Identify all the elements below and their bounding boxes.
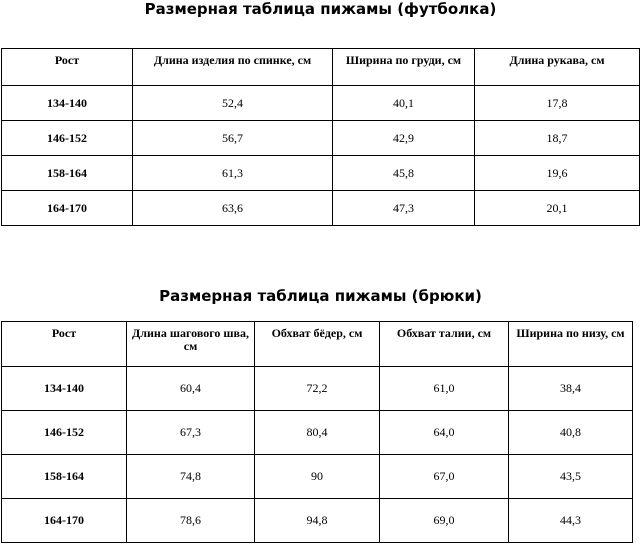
cell-value: 78,6 [127,499,255,543]
header-inseam-length: Длина шагового шва, см [127,322,255,367]
header-back-length: Длина изделия по спинке, см [133,49,333,86]
cell-value: 42,9 [333,121,475,156]
header-height: Рост [2,322,127,367]
table-row [2,156,640,191]
cell-value: 17,8 [475,86,640,121]
cell-value: 47,3 [333,191,475,226]
cell-value: 61,3 [133,156,333,191]
table-header-row [2,49,640,86]
cell-height: 158-164 [2,455,127,499]
cell-value: 18,7 [475,121,640,156]
cell-value: 60,4 [127,367,255,411]
table-header-row [2,322,633,367]
cell-value: 67,3 [127,411,255,455]
table-row [2,191,640,226]
cell-height: 158-164 [2,156,133,191]
cell-height: 164-170 [2,191,133,226]
cell-value: 80,4 [255,411,380,455]
cell-value: 64,0 [380,411,509,455]
cell-value: 19,6 [475,156,640,191]
cell-value: 90 [255,455,380,499]
cell-value: 94,8 [255,499,380,543]
header-height: Рост [2,49,133,86]
cell-value: 61,0 [380,367,509,411]
cell-value: 43,5 [509,455,633,499]
table-row [2,411,633,455]
table-row [2,86,640,121]
pants-table-title: Размерная таблица пижамы (брюки) [159,287,482,305]
cell-value: 20,1 [475,191,640,226]
cell-height: 134-140 [2,367,127,411]
header-bottom-width: Ширина по низу, см [509,322,633,367]
cell-height: 164-170 [2,499,127,543]
header-sleeve-length: Длина рукава, см [475,49,640,86]
cell-height: 134-140 [2,86,133,121]
cell-value: 69,0 [380,499,509,543]
table-row [2,455,633,499]
cell-value: 44,3 [509,499,633,543]
shirt-size-table [1,48,640,226]
table-row [2,499,633,543]
cell-value: 56,7 [133,121,333,156]
header-hip-girth: Обхват бёдер, см [255,322,380,367]
cell-value: 40,1 [333,86,475,121]
shirt-table-title: Размерная таблица пижамы (футболка) [144,0,497,18]
cell-value: 72,2 [255,367,380,411]
cell-value: 40,8 [509,411,633,455]
header-chest-width: Ширина по груди, см [333,49,475,86]
cell-value: 45,8 [333,156,475,191]
table-row [2,121,640,156]
cell-height: 146-152 [2,121,133,156]
cell-value: 67,0 [380,455,509,499]
cell-value: 52,4 [133,86,333,121]
header-waist-girth: Обхват талии, см [380,322,509,367]
table-row [2,367,633,411]
cell-value: 38,4 [509,367,633,411]
pants-size-table [1,321,633,543]
cell-height: 146-152 [2,411,127,455]
cell-value: 63,6 [133,191,333,226]
cell-value: 74,8 [127,455,255,499]
